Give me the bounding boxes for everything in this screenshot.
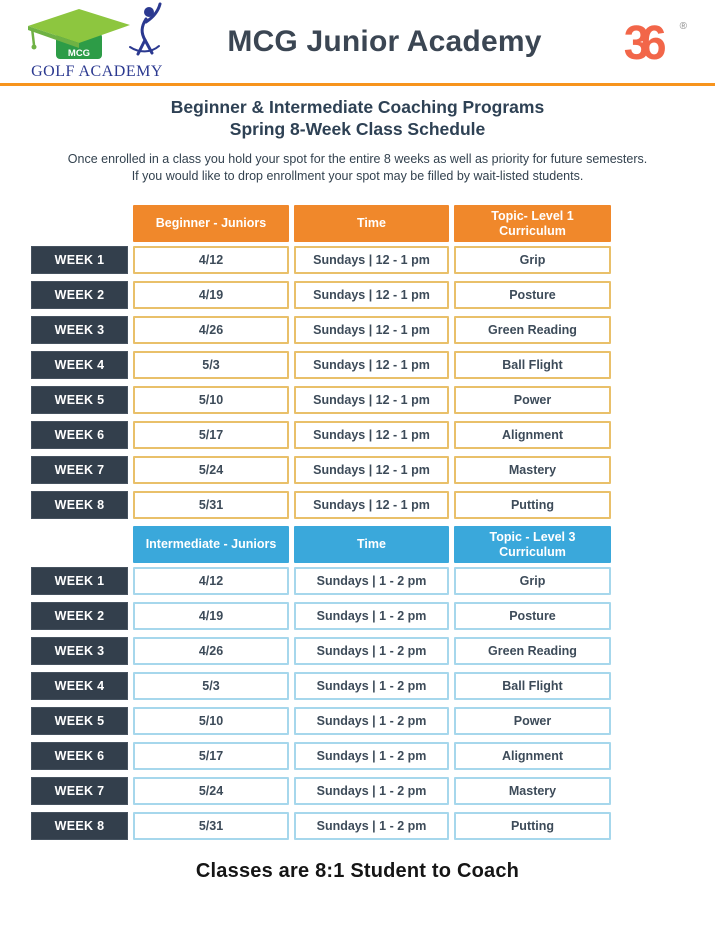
- topic-cell: Ball Flight: [454, 351, 611, 379]
- page-title: MCG Junior Academy: [227, 24, 542, 58]
- table-row: [31, 742, 611, 770]
- topic-cell: Green Reading: [454, 316, 611, 344]
- date-cell: 4/12: [133, 246, 289, 274]
- table-row: [31, 246, 611, 274]
- week-label: WEEK 7: [31, 777, 128, 805]
- topic-cell: Putting: [454, 491, 611, 519]
- date-cell: 4/19: [133, 281, 289, 309]
- program-column-header: Beginner - Juniors: [133, 205, 289, 242]
- topic-header-line-2: Curriculum: [499, 223, 566, 238]
- beginner-header-row: [31, 205, 611, 242]
- week-label: WEEK 5: [31, 386, 128, 414]
- time-column-header: Time: [294, 205, 449, 242]
- table-row: [31, 812, 611, 840]
- golfer-icon: [130, 4, 160, 54]
- date-cell: 5/17: [133, 421, 289, 449]
- topic-cell: Mastery: [454, 777, 611, 805]
- topic-cell: Power: [454, 707, 611, 735]
- date-cell: 5/31: [133, 812, 289, 840]
- topic-header-line-1: Topic- Level 1: [491, 208, 574, 223]
- header-spacer: [31, 526, 128, 563]
- time-cell: Sundays | 1 - 2 pm: [294, 742, 449, 770]
- date-cell: 5/24: [133, 777, 289, 805]
- table-row: [31, 316, 611, 344]
- table-row: [31, 707, 611, 735]
- enrollment-note-line-1: Once enrolled in a class you hold your spot for the entire 8 weeks as well as priority for future semesters.: [67, 152, 648, 166]
- table-row: [31, 351, 611, 379]
- week-label: WEEK 1: [31, 246, 128, 274]
- week-label: WEEK 6: [31, 742, 128, 770]
- logo-cap-label: MCG: [67, 48, 91, 59]
- time-cell: Sundays | 12 - 1 pm: [294, 386, 449, 414]
- time-cell: Sundays | 12 - 1 pm: [294, 281, 449, 309]
- date-cell: 5/3: [133, 351, 289, 379]
- beginner-rows: [31, 246, 611, 519]
- program-column-header: Intermediate - Juniors: [133, 526, 289, 563]
- week-label: WEEK 2: [31, 281, 128, 309]
- time-cell: Sundays | 12 - 1 pm: [294, 316, 449, 344]
- registered-trademark-icon: ®: [679, 20, 687, 32]
- intermediate-table: [31, 526, 611, 840]
- intermediate-header-row: [31, 526, 611, 563]
- operation36-logo: [593, 14, 697, 69]
- week-label: WEEK 8: [31, 812, 128, 840]
- table-row: [31, 456, 611, 484]
- table-row: [31, 386, 611, 414]
- date-cell: 5/31: [133, 491, 289, 519]
- date-cell: 4/19: [133, 602, 289, 630]
- intermediate-rows: [31, 567, 611, 840]
- topic-header-line-1: Topic - Level 3: [489, 529, 576, 544]
- time-cell: Sundays | 1 - 2 pm: [294, 812, 449, 840]
- date-cell: 4/26: [133, 316, 289, 344]
- time-cell: Sundays | 1 - 2 pm: [294, 672, 449, 700]
- topic-column-header: [454, 205, 611, 242]
- week-label: WEEK 1: [31, 567, 128, 595]
- topic-cell: Power: [454, 386, 611, 414]
- table-row: [31, 672, 611, 700]
- beginner-table: [31, 205, 611, 519]
- date-cell: 5/24: [133, 456, 289, 484]
- date-cell: 5/3: [133, 672, 289, 700]
- topic-cell: Ball Flight: [454, 672, 611, 700]
- table-row: [31, 567, 611, 595]
- week-label: WEEK 2: [31, 602, 128, 630]
- enrollment-note: [0, 151, 715, 185]
- week-label: WEEK 4: [31, 351, 128, 379]
- week-label: WEEK 5: [31, 707, 128, 735]
- topic-cell: Posture: [454, 281, 611, 309]
- week-label: WEEK 4: [31, 672, 128, 700]
- logo-academy-label: GOLF ACADEMY: [31, 63, 163, 80]
- topic-cell: Grip: [454, 567, 611, 595]
- date-cell: 5/10: [133, 707, 289, 735]
- table-row: [31, 777, 611, 805]
- time-cell: Sundays | 12 - 1 pm: [294, 246, 449, 274]
- time-cell: Sundays | 1 - 2 pm: [294, 777, 449, 805]
- time-cell: Sundays | 1 - 2 pm: [294, 602, 449, 630]
- week-label: WEEK 8: [31, 491, 128, 519]
- date-cell: 4/12: [133, 567, 289, 595]
- enrollment-note-line-2: If you would like to drop enrollment your spot may be filled by wait-listed students.: [131, 169, 584, 183]
- topic-cell: Putting: [454, 812, 611, 840]
- topic-cell: Green Reading: [454, 637, 611, 665]
- week-label: WEEK 6: [31, 421, 128, 449]
- table-row: [31, 602, 611, 630]
- mortarboard-icon: [28, 9, 130, 43]
- date-cell: 5/17: [133, 742, 289, 770]
- header-spacer: [31, 205, 128, 242]
- mcg-golf-academy-logo: [18, 0, 176, 86]
- time-column-header: Time: [294, 526, 449, 563]
- topic-cell: Mastery: [454, 456, 611, 484]
- date-cell: 5/10: [133, 386, 289, 414]
- golf-academy-logo-icon: [18, 0, 176, 81]
- time-cell: Sundays | 1 - 2 pm: [294, 637, 449, 665]
- time-cell: Sundays | 1 - 2 pm: [294, 707, 449, 735]
- date-cell: 4/26: [133, 637, 289, 665]
- time-cell: Sundays | 12 - 1 pm: [294, 491, 449, 519]
- table-row: [31, 281, 611, 309]
- class-schedule: [31, 205, 611, 840]
- topic-cell: Alignment: [454, 742, 611, 770]
- topic-cell: Grip: [454, 246, 611, 274]
- week-label: WEEK 7: [31, 456, 128, 484]
- time-cell: Sundays | 12 - 1 pm: [294, 421, 449, 449]
- heading-line-1: Beginner & Intermediate Coaching Programs: [170, 97, 545, 117]
- tassel-knot-icon: [32, 45, 37, 50]
- table-row: [31, 491, 611, 519]
- time-cell: Sundays | 12 - 1 pm: [294, 456, 449, 484]
- program-heading: [0, 96, 715, 140]
- week-label: WEEK 3: [31, 637, 128, 665]
- page-header: [0, 0, 715, 86]
- brand-36-number: 36: [623, 14, 659, 69]
- time-cell: Sundays | 12 - 1 pm: [294, 351, 449, 379]
- topic-cell: Alignment: [454, 421, 611, 449]
- student-coach-ratio-note: Classes are 8:1 Student to Coach: [195, 860, 520, 882]
- table-row: [31, 421, 611, 449]
- table-row: [31, 637, 611, 665]
- topic-header-line-2: Curriculum: [499, 544, 566, 559]
- topic-cell: Posture: [454, 602, 611, 630]
- topic-column-header: [454, 526, 611, 563]
- week-label: WEEK 3: [31, 316, 128, 344]
- heading-line-2: Spring 8-Week Class Schedule: [229, 119, 486, 139]
- time-cell: Sundays | 1 - 2 pm: [294, 567, 449, 595]
